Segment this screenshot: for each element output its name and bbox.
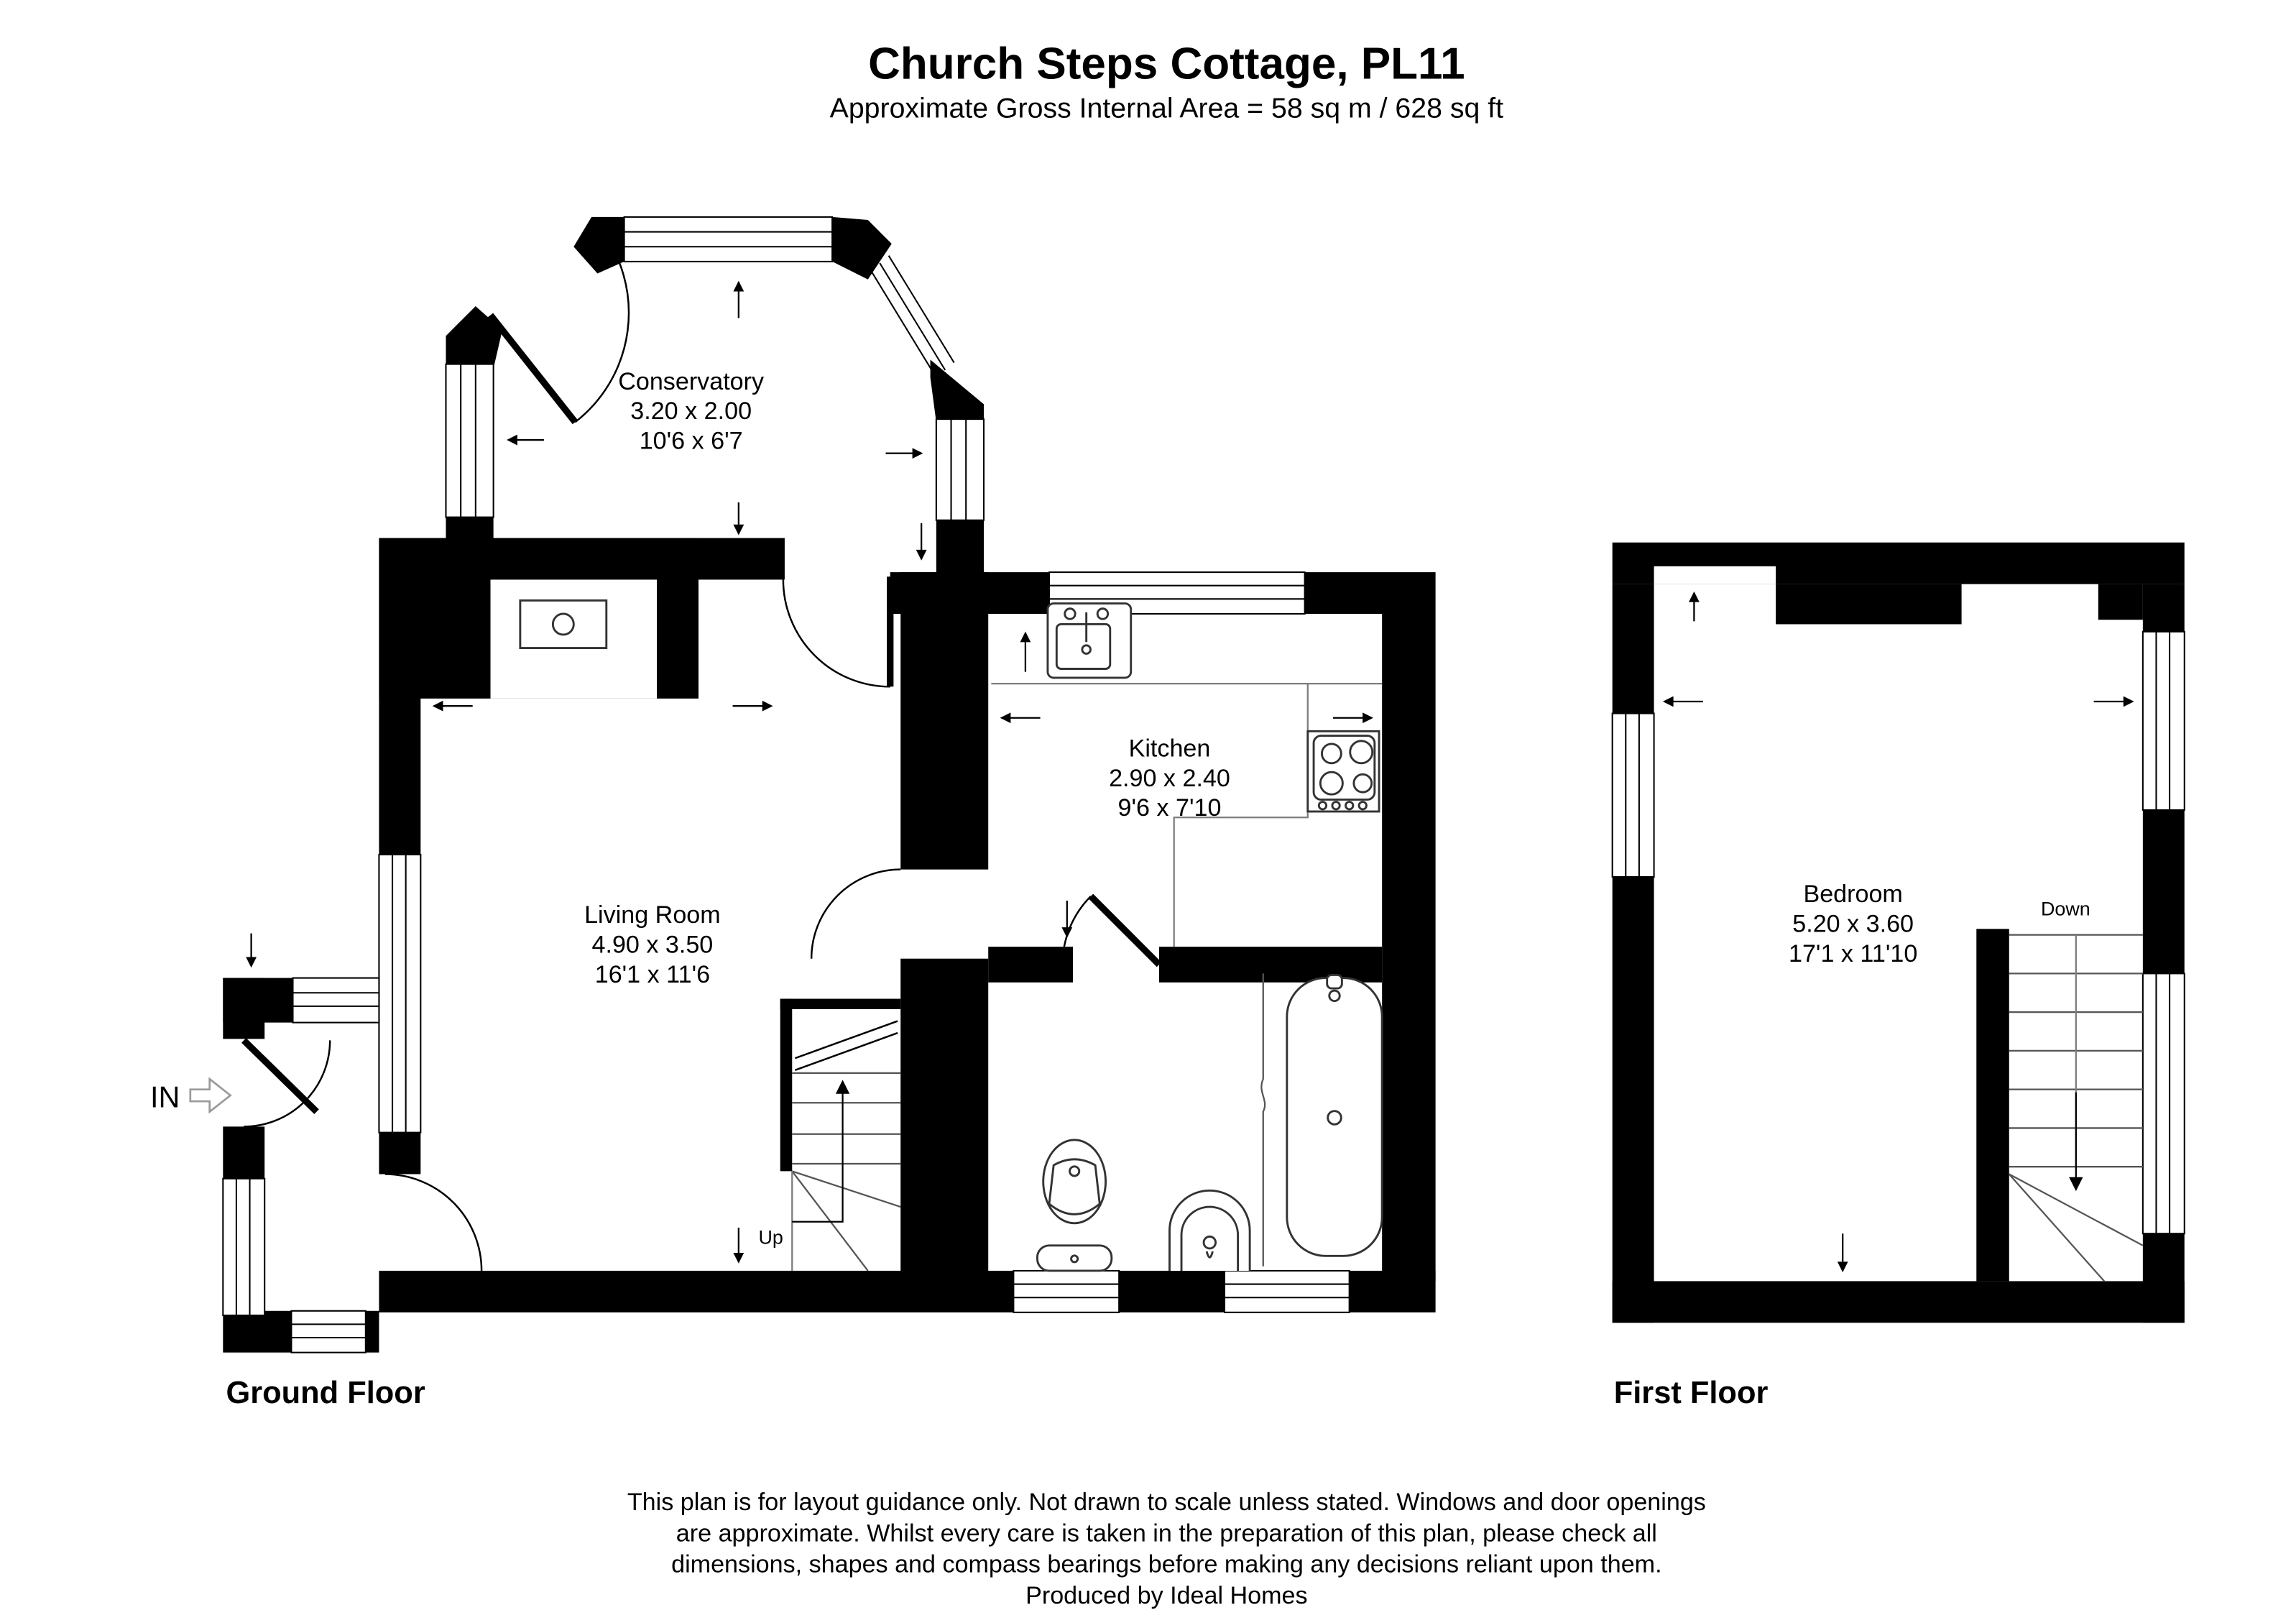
wall [931, 359, 984, 422]
bedroom [1664, 593, 2132, 1271]
bedroom-dim-imperial: 17'1 x 11'10 [1789, 939, 1918, 967]
disclaimer-line: dimensions, shapes and compass bearings before making any decisions reliant upon them. [671, 1550, 1662, 1578]
basin [1169, 1190, 1250, 1271]
wall [832, 217, 892, 280]
header [830, 40, 1503, 124]
door [811, 870, 900, 959]
stairs-down [1976, 898, 2143, 1282]
kitchen-dim-metric: 2.90 x 2.40 [1109, 764, 1230, 792]
entrance-label: IN [150, 1080, 180, 1114]
door [1063, 896, 1159, 965]
fireplace-stove [520, 600, 607, 648]
window [1013, 1271, 1119, 1312]
stairs-up-label: Up [758, 1226, 783, 1249]
disclaimer-line: This plan is for layout guidance only. Not drawn to scale unless stated. Windows and door openings [627, 1488, 1706, 1516]
kitchen-sink [1048, 604, 1131, 678]
producer-credit: Produced by Ideal Homes [1025, 1582, 1308, 1610]
living-room-dim-metric: 4.90 x 3.50 [591, 931, 714, 959]
window [446, 364, 493, 518]
shower-curtain [1261, 973, 1265, 1266]
window [291, 1311, 365, 1353]
bedroom-dim-metric: 5.20 x 3.60 [1792, 910, 1914, 938]
conservatory-dim-metric: 3.20 x 2.00 [630, 397, 752, 426]
ground-floor-label: Ground Floor [226, 1375, 425, 1410]
living-room [434, 706, 771, 1261]
window [624, 217, 832, 262]
exterior-walls [379, 538, 1435, 1312]
living-room-dim-imperial: 16'1 x 11'6 [594, 960, 711, 988]
toilet [1037, 1140, 1111, 1271]
kitchen-dim-imperial: 9'6 x 7'10 [1117, 794, 1222, 822]
window [223, 1179, 264, 1315]
bedroom-label: Bedroom [1803, 881, 1903, 909]
window [2143, 632, 2185, 810]
door [385, 1174, 481, 1271]
window [379, 855, 420, 1133]
window [871, 256, 954, 378]
door [783, 576, 890, 686]
window [2143, 973, 2185, 1233]
page-subtitle: Approximate Gross Internal Area = 58 sq m / 628 sq ft [829, 92, 1504, 124]
disclaimer [627, 1489, 1706, 1609]
window [936, 419, 984, 520]
bathtub [1287, 975, 1382, 1256]
page-title: Church Steps Cottage, PL11 [868, 39, 1465, 89]
disclaimer-line: are approximate. Whilst every care is taken in the preparation of this plan, please check all [676, 1519, 1657, 1548]
dimension-arrow [921, 523, 1372, 718]
living-room-label: Living Room [584, 901, 721, 929]
first-floor-plan [1613, 543, 2185, 1410]
stairs-up [759, 999, 901, 1271]
entrance-arrow [190, 1079, 231, 1111]
window [293, 978, 379, 1023]
ground-floor-plan [150, 217, 1436, 1410]
first-floor-label: First Floor [1613, 1375, 1769, 1410]
hob [1308, 731, 1379, 811]
conservatory-label: Conservatory [618, 367, 765, 395]
window [1225, 1271, 1350, 1312]
wall [573, 217, 624, 274]
window [1613, 714, 1654, 877]
stairs-down-label: Down [2040, 898, 2090, 920]
kitchen-label: Kitchen [1128, 735, 1211, 763]
conservatory-dim-imperial: 10'6 x 6'7 [639, 427, 743, 455]
front-door [244, 1040, 330, 1126]
